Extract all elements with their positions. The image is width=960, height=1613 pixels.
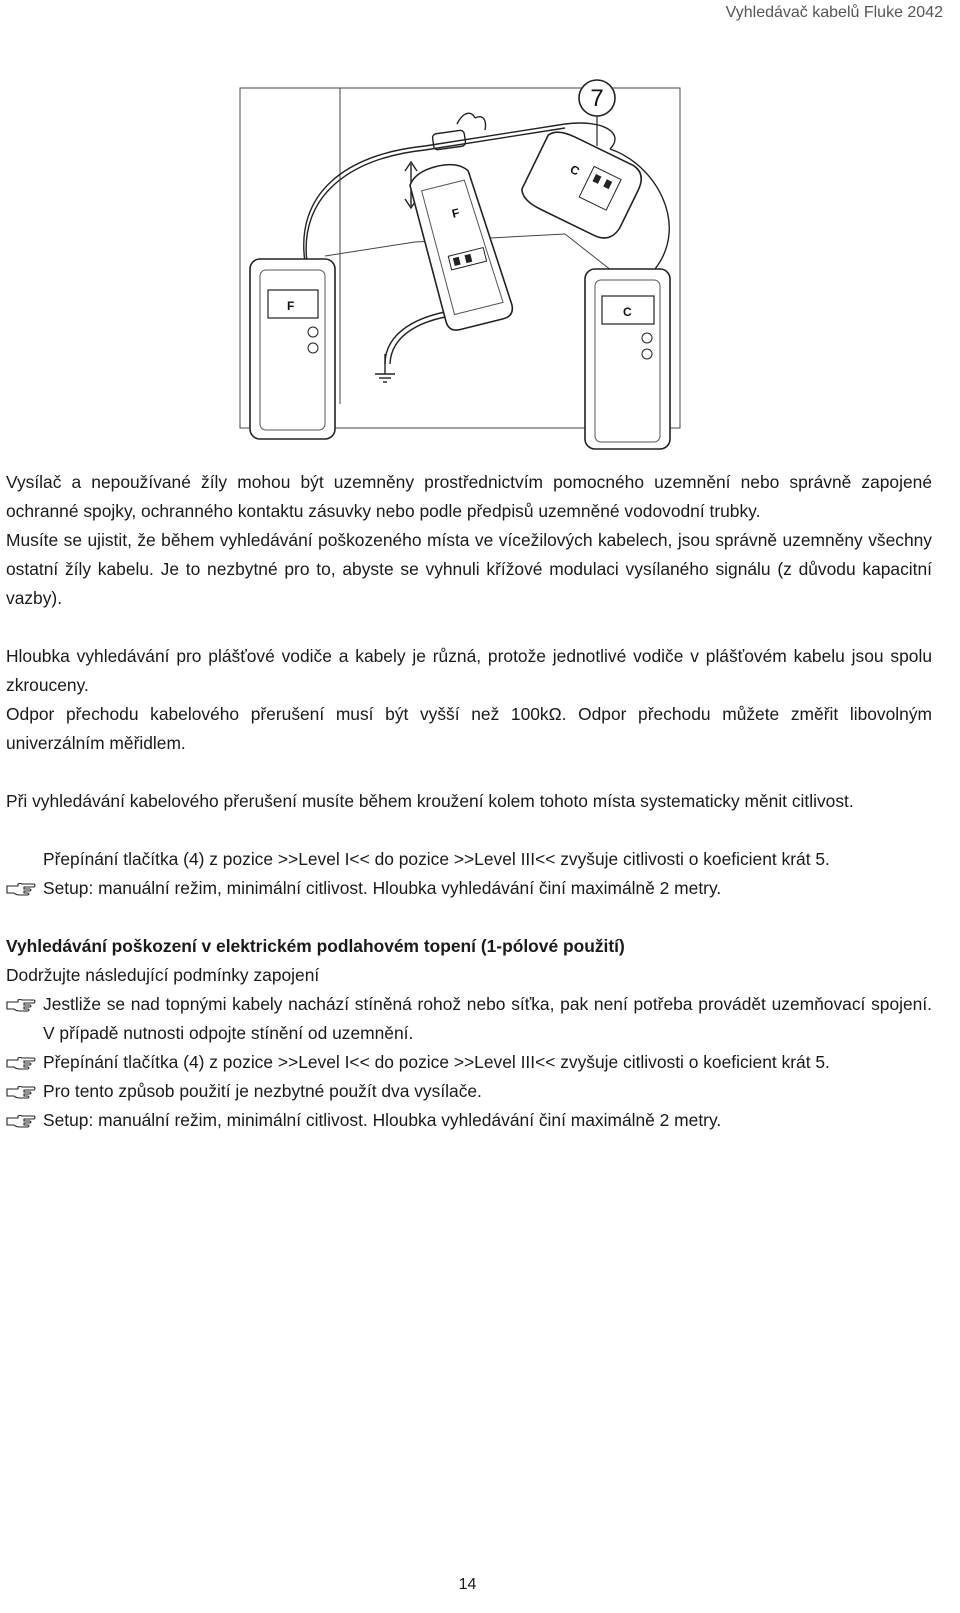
page-number: 14 bbox=[458, 1576, 477, 1593]
note-item: Setup: manuální režim, minimální citlivost. Hloubka vyhledávání činí maximálně 2 metry. bbox=[6, 874, 932, 903]
svg-text:C: C bbox=[623, 305, 632, 319]
paragraph-resistance: Odpor přechodu kabelového přerušení musí být vyšší než 100kΩ. Odpor přechodu můžete změřit libovolným univerzálním měřidlem. bbox=[6, 704, 932, 753]
receiver-probe-f bbox=[407, 157, 515, 333]
section-heading: Vyhledávání poškození v elektrickém podlahovém topení (1-pólové použití) bbox=[6, 936, 625, 956]
note-item: Setup: manuální režim, minimální citlivost. Hloubka vyhledávání činí maximálně 2 metry. bbox=[6, 1106, 932, 1135]
left-transmitter-device bbox=[250, 259, 335, 439]
document-body bbox=[6, 468, 932, 1135]
note-item: Přepínání tlačítka (4) z pozice >>Level I<< do pozice >>Level III<< zvyšuje citlivosti o koeficient krát 5. bbox=[6, 1048, 932, 1077]
cable-locator-illustration bbox=[235, 74, 690, 454]
svg-text:F: F bbox=[450, 205, 461, 221]
pointing-hand-icon bbox=[6, 1085, 37, 1101]
section-intro: Dodržujte následující podmínky zapojení bbox=[6, 965, 320, 985]
paragraph-multicore: Musíte se ujistit, že během vyhledávání poškozeného místa ve vícežilových kabelech, jsou správně uzemněny všechny ostatní žíly kabelu. Je to nezbytné pro to, abyste se vyhnuli křížové modulaci vysílaného signálu (z důvodu kapacitní vazby). bbox=[6, 530, 932, 608]
paragraph-sensitivity: Při vyhledávání kabelového přerušení musíte během kroužení kolem tohoto místa systematicky měnit citlivost. bbox=[6, 791, 854, 811]
pointing-hand-icon bbox=[6, 882, 37, 898]
note-item: Jestliže se nad topnými kabely nachází stíněná rohož nebo síťka, pak není potřeba provádět uzemňovací spojení. V případě nutnosti odpojte stínění od uzemnění. bbox=[6, 990, 932, 1048]
note-item: Pro tento způsob použití je nezbytné použít dva vysílače. bbox=[6, 1077, 932, 1106]
svg-text:C: C bbox=[567, 162, 582, 179]
note-item: Přepínání tlačítka (4) z pozice >>Level I<< do pozice >>Level III<< zvyšuje citlivosti o koeficient krát 5. bbox=[43, 849, 830, 869]
right-transmitter-device bbox=[585, 269, 670, 449]
pointing-hand-icon bbox=[6, 1056, 37, 1072]
callout-number: 7 bbox=[590, 85, 604, 112]
pointing-hand-icon bbox=[6, 1114, 37, 1130]
svg-text:F: F bbox=[287, 299, 295, 313]
receiver-probe-c bbox=[518, 126, 647, 244]
paragraph-depth: Hloubka vyhledávání pro plášťové vodiče a kabely je různá, protože jednotlivé vodiče v plášťovém kabelu jsou spolu zkrouceny. bbox=[6, 646, 932, 695]
pointing-hand-icon bbox=[6, 998, 37, 1014]
paragraph-grounding: Vysílač a nepoužívané žíly mohou být uzemněny prostřednictvím pomocného uzemnění nebo správně zapojené ochranné spojky, ochranného kontaktu zásuvky nebo podle předpisů uzemněné vodovodní trubky. bbox=[6, 472, 932, 521]
page-header: Vyhledávač kabelů Fluke 2042 bbox=[725, 4, 943, 21]
